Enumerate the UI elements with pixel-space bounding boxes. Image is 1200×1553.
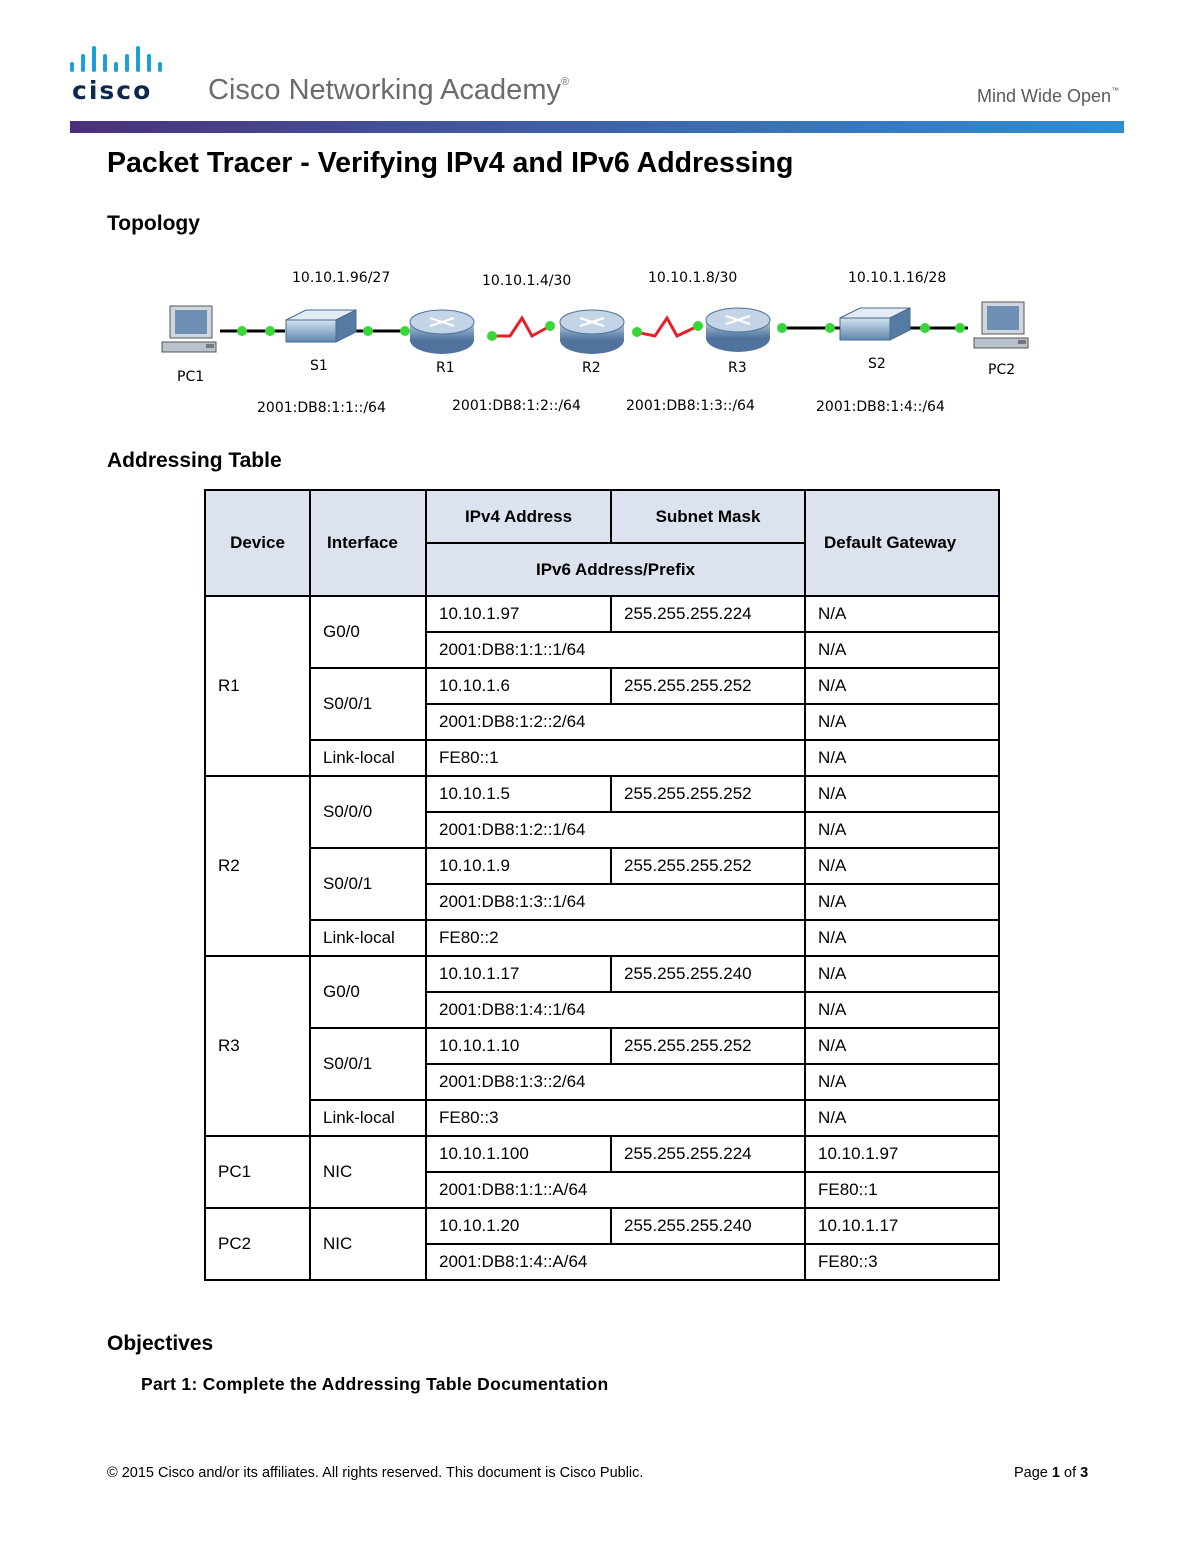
- label-r2: R2: [582, 360, 601, 376]
- interface-cell: S0/0/0: [310, 776, 426, 848]
- ipv4-net-1: 10.10.1.96/27: [292, 270, 391, 286]
- cisco-wordmark: cisco: [72, 76, 153, 105]
- table-row: [205, 668, 999, 704]
- ipv4-address-cell: 10.10.1.6: [426, 668, 611, 704]
- pc2-icon: [974, 302, 1028, 348]
- ipv4-gateway-cell: N/A: [805, 668, 999, 704]
- interface-cell: G0/0: [310, 596, 426, 668]
- r3-router-icon: [706, 308, 770, 352]
- ipv4-gateway-cell: N/A: [805, 848, 999, 884]
- ipv6-gateway-cell: N/A: [805, 632, 999, 668]
- table-row: [205, 1208, 999, 1244]
- ipv6-gateway-cell: N/A: [805, 884, 999, 920]
- ipv6-address-cell: 2001:DB8:1:3::2/64: [426, 1064, 805, 1100]
- cisco-bars-logo-icon: [70, 42, 182, 76]
- subnet-mask-cell: 255.255.255.240: [611, 956, 805, 992]
- interface-cell: S0/0/1: [310, 848, 426, 920]
- table-row: [205, 848, 999, 884]
- ipv6-gateway-cell: N/A: [805, 704, 999, 740]
- page-number: Page 1 of 3: [1014, 1465, 1089, 1481]
- ipv4-address-cell: 10.10.1.10: [426, 1028, 611, 1064]
- interface-cell: S0/0/1: [310, 668, 426, 740]
- subnet-mask-cell: 255.255.255.252: [611, 848, 805, 884]
- label-pc2: PC2: [988, 362, 1016, 378]
- ipv6-gateway-cell: FE80::3: [805, 1244, 999, 1280]
- gateway-cell: N/A: [805, 1100, 999, 1136]
- ipv6-address-cell: 2001:DB8:1:3::1/64: [426, 884, 805, 920]
- serial-link-r2-r3: [635, 318, 698, 336]
- ipv6-address-cell: 2001:DB8:1:4::1/64: [426, 992, 805, 1028]
- link-local-address-cell: FE80::3: [426, 1100, 805, 1136]
- header-device: Device: [205, 490, 310, 596]
- ipv4-gateway-cell: N/A: [805, 776, 999, 812]
- label-s2: S2: [868, 356, 886, 372]
- copyright-notice: © 2015 Cisco and/or its affiliates. All rights reserved. This document is Cisco Public.: [107, 1465, 644, 1481]
- objectives-heading: Objectives: [107, 1332, 214, 1355]
- ipv4-gateway-cell: N/A: [805, 596, 999, 632]
- header-gateway: Default Gateway: [805, 490, 999, 596]
- table-header-row-1: [205, 490, 999, 543]
- ipv4-gateway-cell: 10.10.1.17: [805, 1208, 999, 1244]
- header-ipv6: IPv6 Address/Prefix: [426, 543, 805, 596]
- ipv4-gateway-cell: 10.10.1.97: [805, 1136, 999, 1172]
- interface-cell: G0/0: [310, 956, 426, 1028]
- addressing-table-heading: Addressing Table: [107, 449, 282, 472]
- ipv6-net-4: 2001:DB8:1:4::/64: [816, 399, 945, 415]
- s2-switch-icon: [840, 308, 910, 340]
- table-row: [205, 1028, 999, 1064]
- table-row: [205, 740, 999, 776]
- academy-name: Cisco Networking Academy®: [208, 74, 570, 106]
- tagline: Mind Wide Open™: [977, 86, 1120, 106]
- r2-router-icon: [560, 310, 624, 354]
- s1-switch-icon: [286, 310, 356, 342]
- topology-heading: Topology: [107, 212, 200, 235]
- gateway-cell: N/A: [805, 920, 999, 956]
- header-ipv4: IPv4 Address: [426, 490, 611, 543]
- header-interface: Interface: [310, 490, 426, 596]
- ipv4-address-cell: 10.10.1.97: [426, 596, 611, 632]
- addressing-table: [204, 489, 1000, 1281]
- label-r1: R1: [436, 360, 455, 376]
- subnet-mask-cell: 255.255.255.252: [611, 1028, 805, 1064]
- ipv6-address-cell: 2001:DB8:1:2::2/64: [426, 704, 805, 740]
- link-local-address-cell: FE80::1: [426, 740, 805, 776]
- subnet-mask-cell: 255.255.255.224: [611, 596, 805, 632]
- table-row: [205, 1100, 999, 1136]
- objective-part-1: Part 1: Complete the Addressing Table Documentation: [141, 1374, 609, 1394]
- ipv6-address-cell: 2001:DB8:1:2::1/64: [426, 812, 805, 848]
- ipv6-address-cell: 2001:DB8:1:4::A/64: [426, 1244, 805, 1280]
- ipv4-gateway-cell: N/A: [805, 1028, 999, 1064]
- subnet-mask-cell: 255.255.255.252: [611, 668, 805, 704]
- link-local-address-cell: FE80::2: [426, 920, 805, 956]
- table-row: [205, 776, 999, 812]
- ipv4-net-2: 10.10.1.4/30: [482, 273, 572, 289]
- device-cell: R3: [205, 956, 310, 1136]
- interface-cell: Link-local: [310, 1100, 426, 1136]
- ipv6-net-3: 2001:DB8:1:3::/64: [626, 398, 755, 414]
- interface-cell: NIC: [310, 1136, 426, 1208]
- label-s1: S1: [310, 358, 328, 374]
- ipv4-gateway-cell: N/A: [805, 956, 999, 992]
- ipv4-net-4: 10.10.1.16/28: [848, 270, 947, 286]
- ipv4-address-cell: 10.10.1.9: [426, 848, 611, 884]
- document-title: Packet Tracer - Verifying IPv4 and IPv6 Addressing: [107, 147, 794, 179]
- ipv4-net-3: 10.10.1.8/30: [648, 270, 738, 286]
- ipv4-address-cell: 10.10.1.17: [426, 956, 611, 992]
- table-row: [205, 1136, 999, 1172]
- r1-router-icon: [410, 310, 474, 354]
- ipv6-gateway-cell: N/A: [805, 1064, 999, 1100]
- header-mask: Subnet Mask: [611, 490, 805, 543]
- subnet-mask-cell: 255.255.255.224: [611, 1136, 805, 1172]
- device-cell: PC2: [205, 1208, 310, 1280]
- label-r3: R3: [728, 360, 747, 376]
- ipv6-address-cell: 2001:DB8:1:1::1/64: [426, 632, 805, 668]
- ipv4-address-cell: 10.10.1.20: [426, 1208, 611, 1244]
- ipv6-gateway-cell: FE80::1: [805, 1172, 999, 1208]
- device-cell: R2: [205, 776, 310, 956]
- ipv4-address-cell: 10.10.1.5: [426, 776, 611, 812]
- interface-cell: S0/0/1: [310, 1028, 426, 1100]
- ipv6-gateway-cell: N/A: [805, 812, 999, 848]
- table-row: [205, 956, 999, 992]
- gateway-cell: N/A: [805, 740, 999, 776]
- header-color-bar: [70, 121, 1124, 133]
- ipv6-net-2: 2001:DB8:1:2::/64: [452, 398, 581, 414]
- subnet-mask-cell: 255.255.255.252: [611, 776, 805, 812]
- device-cell: PC1: [205, 1136, 310, 1208]
- device-cell: R1: [205, 596, 310, 776]
- interface-cell: Link-local: [310, 920, 426, 956]
- ipv4-address-cell: 10.10.1.100: [426, 1136, 611, 1172]
- serial-link-r1-r2: [490, 318, 550, 336]
- table-row: [205, 596, 999, 632]
- interface-cell: Link-local: [310, 740, 426, 776]
- ipv6-net-1: 2001:DB8:1:1::/64: [257, 400, 386, 416]
- topology-diagram: [150, 260, 1050, 430]
- label-pc1: PC1: [177, 369, 205, 385]
- table-row: [205, 920, 999, 956]
- interface-cell: NIC: [310, 1208, 426, 1280]
- subnet-mask-cell: 255.255.255.240: [611, 1208, 805, 1244]
- ipv6-address-cell: 2001:DB8:1:1::A/64: [426, 1172, 805, 1208]
- pc1-icon: [162, 306, 216, 352]
- ipv6-gateway-cell: N/A: [805, 992, 999, 1028]
